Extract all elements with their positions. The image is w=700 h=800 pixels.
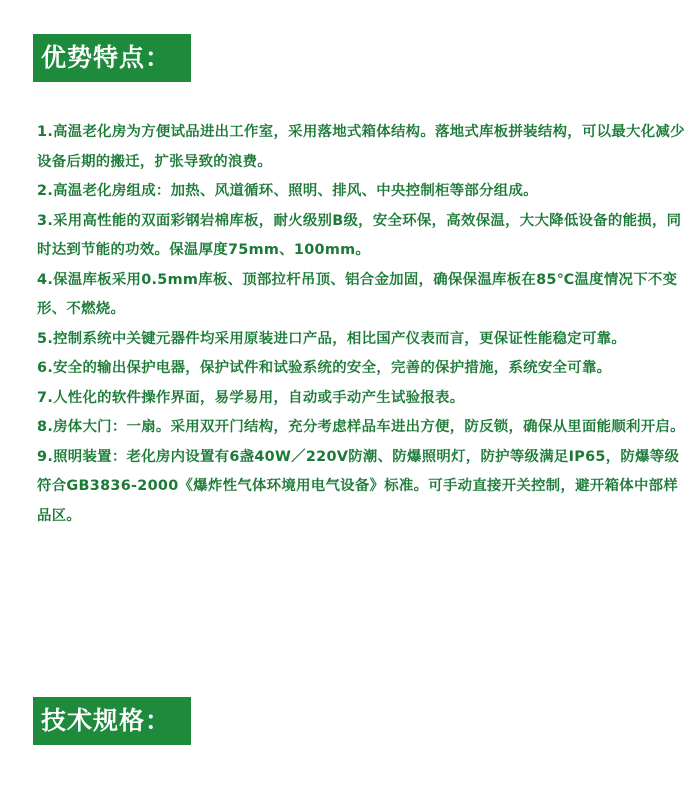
feature-item-9: 9.照明装置：老化房内设置有6盏40W／220V防潮、防爆照明灯，防护等级满足IP65，防爆等级符合GB3836-2000《爆炸性气体环境用电气设备》标准。可手动直接开关控制，避开箱体中部样品区。 [37,448,680,524]
feature-item-7: 7.人性化的软件操作界面，易学易用，自动或手动产生试验报表。 [37,389,465,406]
feature-item-1: 1.高温老化房为方便试品进出工作室，采用落地式箱体结构。落地式库板拼装结构，可以最大化减少设备后期的搬迁，扩张导致的浪费。 [37,124,685,170]
feature-item-6: 6.安全的输出保护电器，保护试件和试验系统的安全，完善的保护措施，系统安全可靠。 [37,360,612,376]
feature-item-4: 4.保温库板采用0.5mm库板、顶部拉杆吊顶、铝合金加固，确保保温库板在85℃温度情况下不变形、不燃烧。 [37,271,678,317]
specs-section-title: 技术规格： [33,697,191,745]
advantages-section-title: 优势特点： [33,34,191,82]
feature-item-2: 2.高温老化房组成：加热、风道循环、照明、排风、中央控制柜等部分组成。 [37,183,538,199]
feature-item-5: 5.控制系统中关键元器件均采用原装进口产品，相比国产仪表而言，更保证性能稳定可靠。 [37,330,627,347]
feature-item-8: 8.房体大门：一扇。采用双开门结构，充分考虑样品车进出方便，防反锁，确保从里面能顺利开启。 [37,419,685,435]
advantages-list [37,118,687,531]
feature-item-3: 3.采用高性能的双面彩钢岩棉库板，耐火级别B级，安全环保，高效保温，大大降低设备的能损，同时达到节能的功效。保温厚度75mm、100mm。 [37,212,682,258]
